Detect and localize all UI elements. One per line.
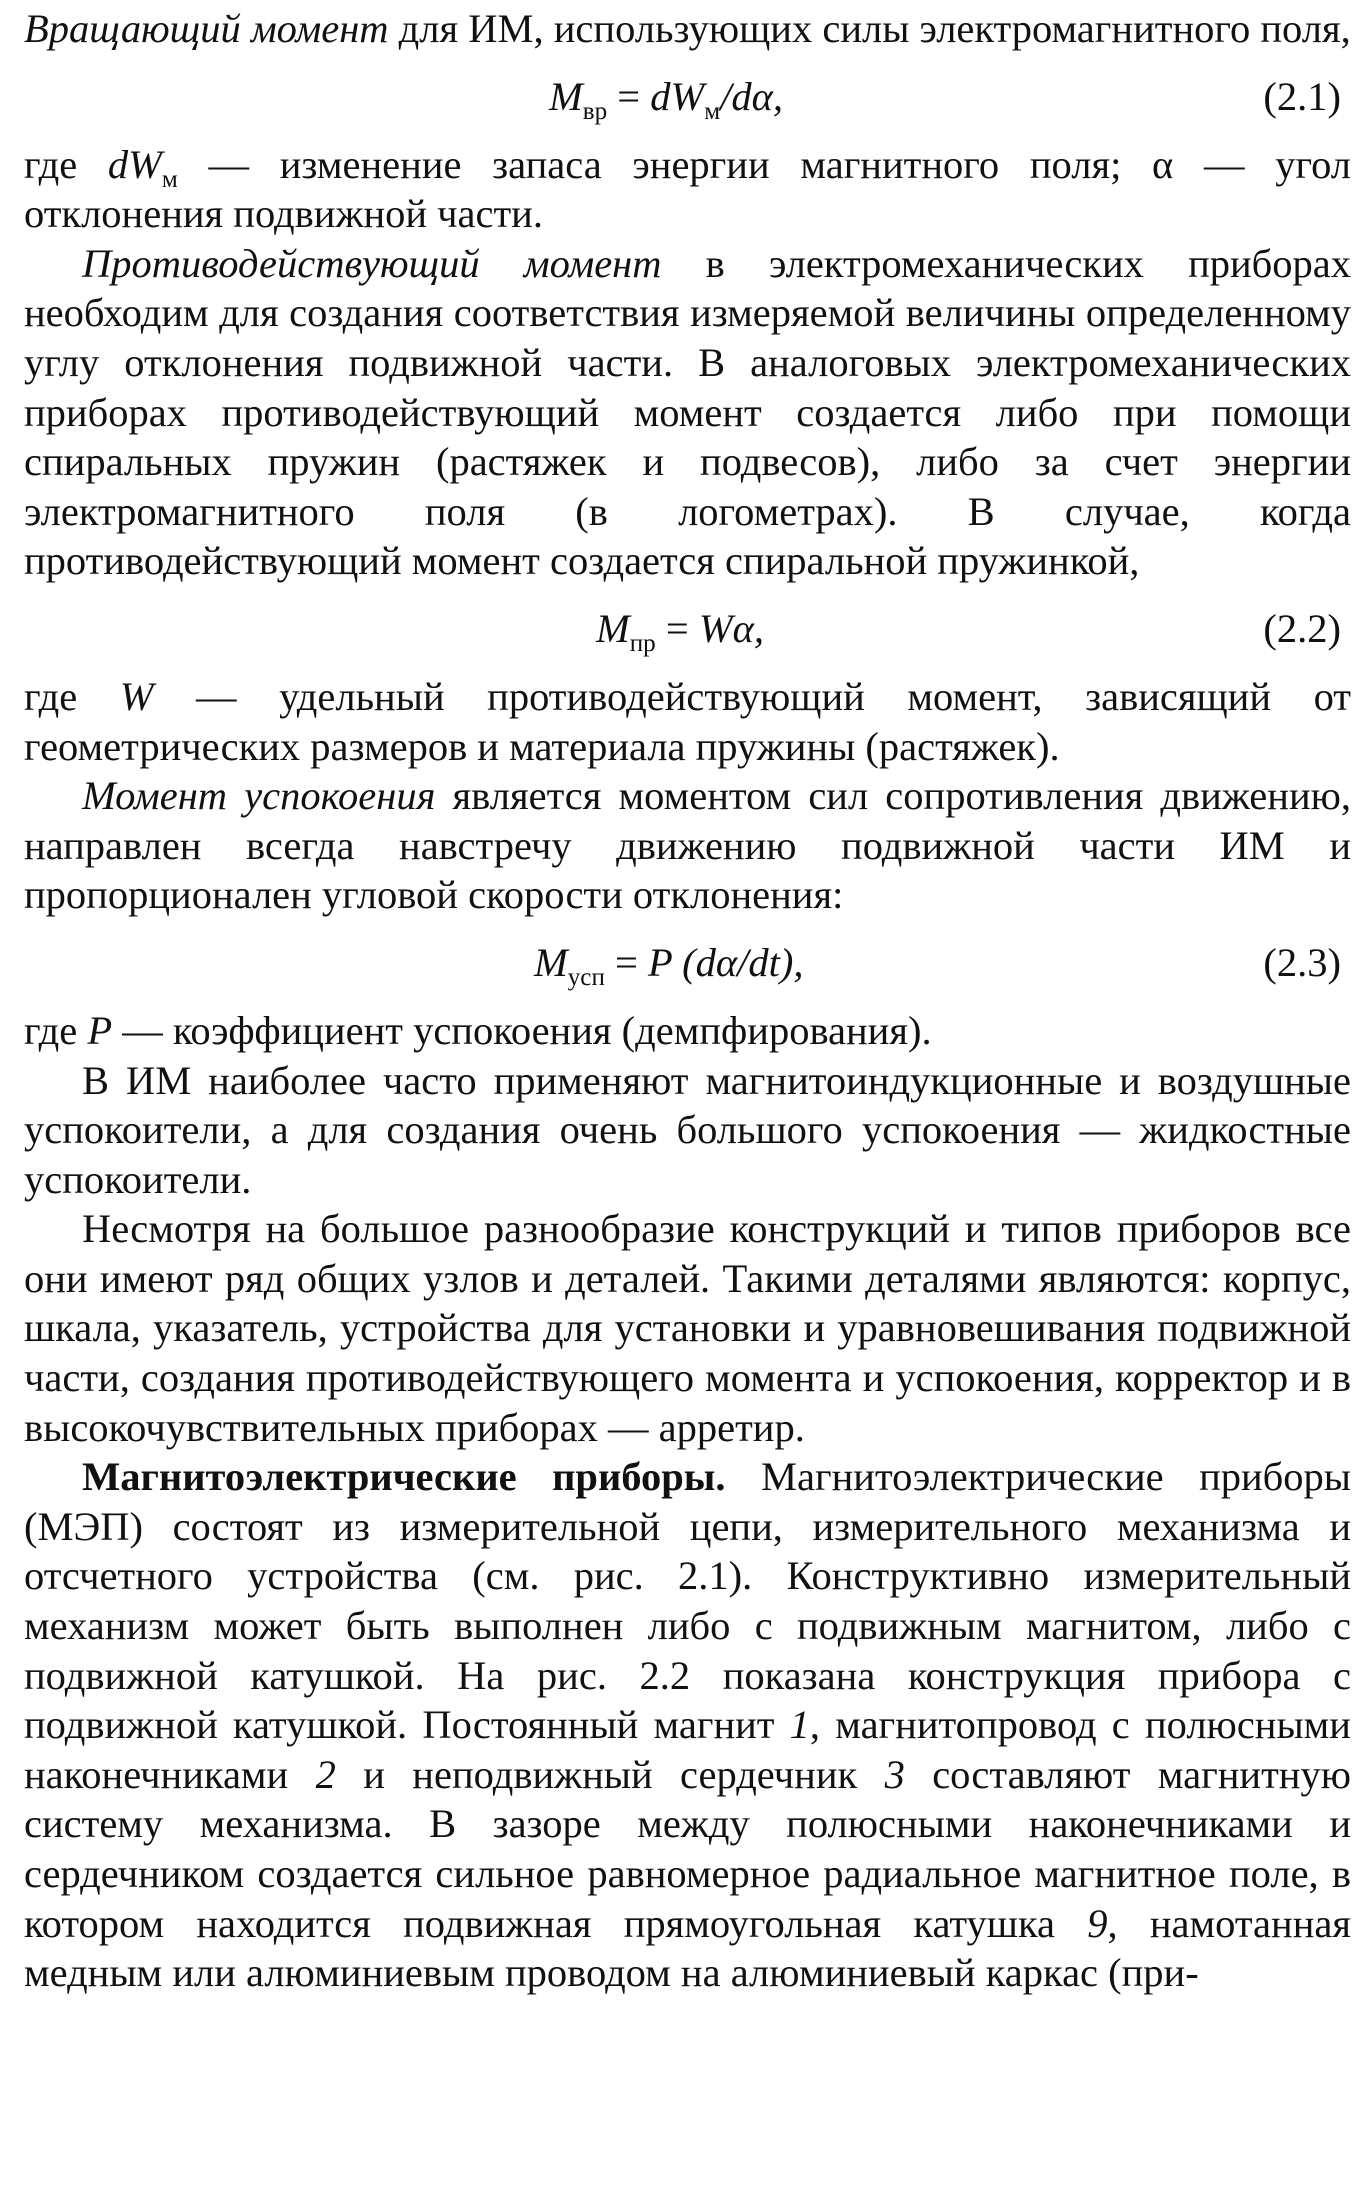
variable-subscript: м	[161, 165, 178, 193]
formula-symbol: M	[549, 73, 583, 119]
paragraph-text: где	[24, 673, 120, 719]
paragraph-text: где	[24, 1007, 88, 1053]
term-damping-torque: Момент успокоения	[82, 773, 436, 819]
paragraph-where-dw	[24, 140, 1351, 239]
paragraph-text: в электромеханических приборах необходим для создания соответствия измеряемой величины определенному углу отклонения подвижной части. В аналоговых электромеханических приборах противодействующий момент создается либо при помощи спиральных пружин (растяжек и подвесов), либо за счет энергии электромагнитного поля (в логометрах). В случае, когда противодействующий момент создается спиральной пружинкой,	[24, 240, 1352, 584]
paragraph-text: , магнитопровод с полюсными наконечниками	[24, 1702, 1351, 1797]
formula-symbol: M	[534, 939, 568, 985]
formula-expression	[596, 592, 764, 666]
formula-symbol: /dα,	[720, 73, 784, 119]
formula-operator: =	[655, 605, 699, 651]
paragraph-common-parts: Несмотря на большое разнообразие конструкций и типов приборов все они имеют ряд общих узлов и деталей. Такими деталями являются: корпус, шкала, указатель, устройства для установки и уравновешивания подвижной части, создания противодействующего момента и успокоения, корректор и в высокочувствительных приборах — арретир.	[24, 1206, 1351, 1450]
formula-2-1	[24, 60, 1351, 134]
paragraph-text: для ИМ, использующих силы электромагнитного поля,	[388, 6, 1351, 51]
paragraph-torque	[24, 4, 1351, 54]
term-counter-torque: Противодействующий момент	[82, 240, 662, 286]
formula-expression	[534, 926, 803, 1000]
part-number: 9	[1087, 1900, 1108, 1946]
formula-symbol: P (dα/dt),	[647, 939, 804, 985]
formula-subscript: усп	[567, 963, 605, 991]
formula-subscript: вр	[582, 97, 608, 125]
part-number: 3	[884, 1751, 905, 1797]
variable: W	[119, 673, 154, 719]
paragraph-text: является моментом сил сопротивления движению, направлен всегда навстречу движению подвижной части ИМ и пропорционален угловой скорости отклонения:	[24, 773, 1351, 918]
formula-2-3	[24, 926, 1351, 1000]
paragraph-text: где	[24, 141, 108, 187]
formula-expression	[549, 60, 783, 134]
part-number: 2	[315, 1751, 336, 1797]
paragraph-text: , намотанная медным или алюминиевым проводом на алюминиевый каркас (при-	[24, 1900, 1351, 1996]
paragraph-counter-torque	[24, 239, 1351, 586]
formula-number: (2.3)	[1263, 939, 1341, 985]
formula-number: (2.1)	[1263, 73, 1341, 119]
paragraph-damping-torque	[24, 771, 1351, 920]
formula-operator: =	[607, 73, 651, 119]
paragraph-text: — коэффициент успокоения (демпфирования).	[112, 1007, 932, 1053]
term-torque: Вращающий момент	[24, 6, 389, 51]
formula-operator: =	[604, 939, 648, 985]
formula-symbol: Wα,	[698, 605, 764, 651]
paragraph-text: и неподвижный сердечник	[335, 1751, 885, 1797]
formula-number: (2.2)	[1263, 605, 1341, 651]
part-number: 1	[789, 1702, 810, 1748]
section-heading: Магнитоэлектрические приборы.	[82, 1454, 726, 1500]
paragraph-text: составляют магнитную систему механизма. В зазоре между полюсными наконечниками и сердечником создается сильное равномерное радиальное магнитное поле, в котором находится подвижная прямоугольная катушка	[24, 1751, 1351, 1946]
formula-symbol: dW	[650, 73, 705, 119]
paragraph-magnetoelectric	[24, 1452, 1351, 1998]
paragraph-where-p	[24, 1006, 1351, 1056]
formula-subscript: м	[704, 97, 721, 125]
variable: P	[87, 1007, 113, 1053]
paragraph-text: — изменение запаса энергии магнитного поля; α — угол отклонения подвижной части.	[24, 141, 1351, 237]
formula-2-2	[24, 592, 1351, 666]
formula-subscript: пр	[629, 629, 656, 657]
paragraph-dampers: В ИМ наиболее часто применяют магнитоиндукционные и воздушные успокоители, а для создания очень большого успокоения — жидкостные успокоители.	[24, 1057, 1351, 1202]
paragraph-text: Магнитоэлектрические приборы (МЭП) состоят из измерительной цепи, измерительного механизма и отсчетного устройства (см. рис. 2.1). Конструктивно измерительный механизм может быть выполнен либо с подвижным магнитом, либо с подвижной катушкой. На рис. 2.2 показана конструкция прибора с подвижной катушкой. Постоянный магнит	[24, 1454, 1351, 1748]
paragraph-text: — удельный противодействующий момент, зависящий от геометрических размеров и материала пружины (растяжек).	[24, 673, 1351, 769]
variable: dW	[107, 141, 162, 187]
paragraph-where-w	[24, 672, 1351, 771]
formula-symbol: M	[596, 605, 630, 651]
